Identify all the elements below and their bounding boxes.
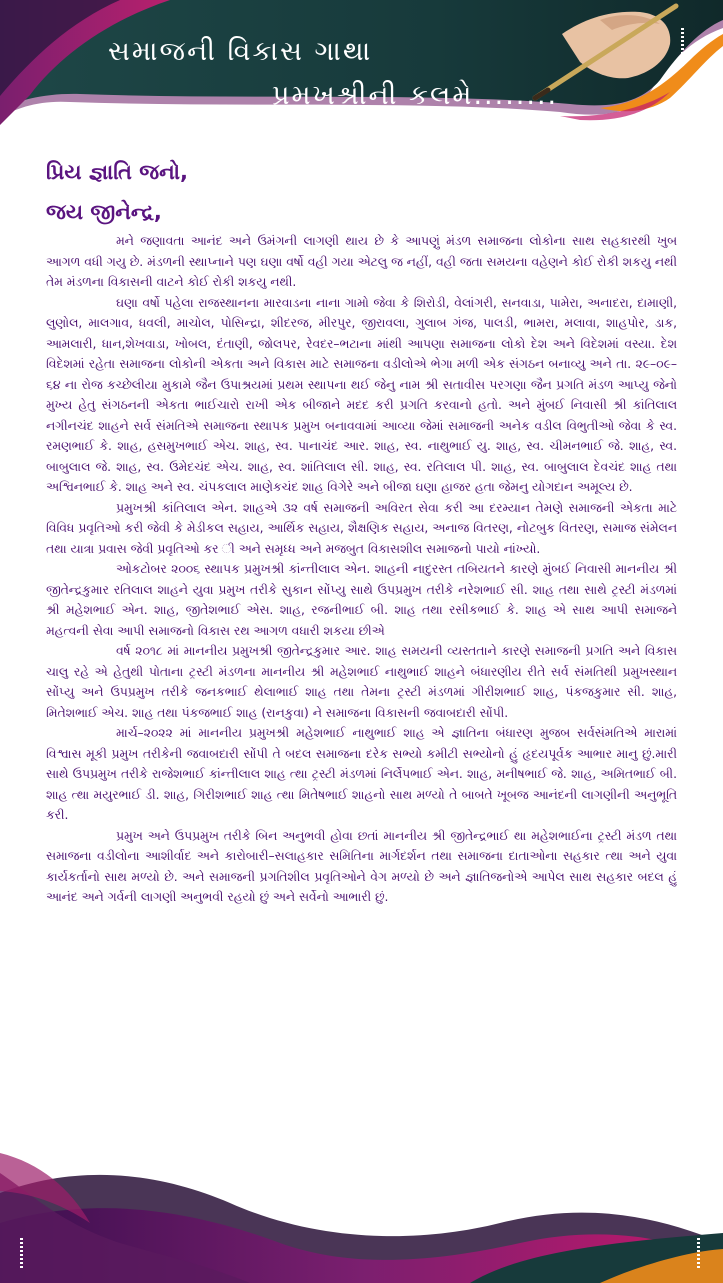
header-banner-art — [0, 0, 723, 140]
salutation: પ્રિય જ્ઞાતિ જનો, — [46, 160, 188, 184]
header-dots-decoration — [681, 28, 689, 68]
paragraph: પ્રમુખ અને ઉપપ્રમુખ તરીકે બિન અનુભવી હોવા છતાં માનનીય શ્રી જીતેન્દ્રભાઈ થા મહેશભાઈના ટ્રસ્ટી મંડળ તથા સમાજના વડીલોના આશીર્વાદ અને કારોબારી–સલાહકાર સમિતિના માર્ગદર્શન તથા સમાજના દાતાઓના સહકાર ત્થા અને યુવા કાર્યકર્તાનો સાથ મળ્યો છે. અને સમાજની પ્રગતિશીલ પ્રવૃતિઓને વેગ મળ્યો છે અને જ્ઞાતિજનોએ આપેલ સાથ સહકાર બદલ હું આનંદ અને ગર્વની લાગણી અનુભવી રહયો છું અને સર્વેનો આભારી છું. — [46, 828, 677, 904]
paragraph: ઓકટોબર ૨૦૦૬ સ્થાપક પ્રમુખશ્રી કાંન્તીલાલ એન. શાહની નાદુરસ્ત તબિયતને કારણે મુંબઈ નિવાસી માનનીય શ્રી જીતેન્દ્રકુમાર રતિલાલ શાહને યુવા પ્રમુખ તરીકે સુકાન સોંપ્યુ સાથે ઉપપ્રમુખ તરીકે નરેશભાઈ સી. શાહ તથા સાથે ટ્રસ્ટી મંડળમાં શ્રી મહેશભાઈ એન. શાહ, જીતેશભાઈ એસ. શાહ, રજનીભાઈ બી. શાહ તથા રસીકભાઈ કે. શાહ એ સાથ આપી સમાજને મહત્વની સેવા આપી સમાજનો વિકાસ રથ આગળ વધારી શકયા છીએ — [46, 562, 677, 638]
greeting: જય જીનેન્દ્ર, — [46, 200, 162, 224]
footer-dots-right-decoration — [697, 1238, 705, 1270]
paragraph: વર્ષ ૨૦૧૮ માં માનનીય પ્રમુખશ્રી જીતેન્દ્રકુમાર આર. શાહ સમયની વ્યસ્તતાને કારણે સમાજની પ્રગતિ અને વિકાસ ચાલુ રહે એ હેતુથી પોતાના ટ્રસ્ટી મંડળના માનનીય શ્રી મહેશભાઈ નાથુભાઈ શાહને બંધારણીય રીતે સર્વ સંમતિથી પ્રમુખસ્થાન સોંપ્યુ અને ઉપપ્રમુખ તરીકે જનકભાઈ થેલાભાઈ શાહ તથા તેમના ટ્રસ્ટી મંડળમાં ગીરીશભાઈ શાહ, પંકજકુમાર સી. શાહ, મિતેશભાઈ એચ. શાહ તથા પંકજભાઈ શાહ (રાનકુવા) ને સમાજના વિકાસની જવાબદારી સોંપી. — [46, 644, 677, 720]
paragraph: મને જણાવતા આનંદ અને ઉમંગની લાગણી થાય છે કે આપણું મંડળ સમાજના લોકોના સાથ સહકારથી ખુબ આગળ વધી ગયુ છે. મંડળની સ્થાપ્નાને પણ ઘણા વર્ષો વહી ગયા એટલુ જ નહીં, વહી જતા સમયના વહેણને કોઈ રોકી શકયુ નથી તેમ મંડળના વિકાસની વાટને કોઈ રોકી શકયુ નથી. — [46, 234, 677, 289]
header-title-line2: પ્રમુખશ્રીની કલમે........ — [272, 80, 559, 111]
paragraph: ઘણા વર્ષો પહેલા રાજસ્થાનના મારવાડના નાના ગામો જેવા કે શિરોડી, વેલાંગરી, સનવાડા, પામેરા, અનાદરા, દામાણી, લુણોલ, માલગાવ, ધવલી, માચોલ, પોસિન્દ્રા, શીદરજ, મીરપુર, જીરાવલા, ગુલાબ ગંજ, પાલડી, ભામરા, મલાવા, શાહપોર, ડાક, આમલારી, ધાન,શેખવાડા, ખોબલ, દંતાણી, જોલપર, રેવદર–ભટાના માંથી આપણા સમાજના લોકો દેશ અને વિદેશમાં વસ્યા. દેશ વિદેશમાં રહેતા સમાજના લોકોની એકતા અને વિકાસ માટે સમાજના વડીલોએ ભેગા મળી એક સંગઠન બનાવ્યુ અને તા. ૨૯–૦૯–૬૪ ના રોજ કચ્છેલીયા મુકામે જૈન ઉપાશ્રયમાં પ્રથમ સ્થાપના થઈ જેનુ નામ શ્રી સતાવીસ પરગણા જૈન પ્રગતિ મંડળ આપ્યુ જેનો મુખ્ય હેતુ સંગઠનની એકતા ભાઈચારો રાખી એક બીજાને મદદ કરી પ્રગતિ કરવાનો હતો. અને મુંબઈ નિવાસી શ્રી કાંતિલાલ નગીનચંદ શાહને સર્વ સંમતિએ સમાજના સ્થાપક પ્રમુખ બનાવવામાં આવ્યા જેમાં સમાજની અનેક વડીલ વિભુતીઓ જેવા કે સ્વ. રમણભાઈ કે. શાહ, હસમુખભાઈ એચ. શાહ, સ્વ. પાનાચંદ આર. શાહ, સ્વ. નાથુભાઈ યુ. શાહ, સ્વ. ચીમનભાઈ જે. શાહ, સ્વ. બાબુલાલ જે. શાહ, સ્વ. ઉમેદચંદ એચ. શાહ, સ્વ. શાંતિલાલ સી. શાહ, સ્વ. રતિલાલ પી. શાહ, સ્વ. બાબુલાલ દેવચંદ શાહ તથા અશ્વિનભાઈ કે. શાહ અને સ્વ. ચંપકલાલ માણેકચંદ શાહ વિગેરે અને બીજા ઘણા હાજર હતા જેમનુ યોગદાન અમૂલ્ય છે. — [46, 295, 677, 494]
letter-body — [46, 231, 677, 908]
paragraph: માર્ચ–૨૦૨૨ માં માનનીય પ્રમુખશ્રી મહેશભાઈ નાથુભાઈ શાહ એ જ્ઞાતિના બંધારણ મુજબ સર્વસંમતિએ મારામાં વિશ્વાસ મૂકી પ્રમુખ તરીકેની જવાબદારી સોંપી તે બદલ સમાજના દરેક સભ્યો કમીટી સભ્યોનો હું હૃદયપૂર્વક આભાર માનુ છું.મારી સાથે ઉપપ્રમુખ તરીકે રાજેશભાઈ કાંન્તીલાલ શાહ ત્થા ટ્રસ્ટી મંડળમાં નિર્લેપભાઈ એન. શાહ, મનીષભાઈ જે. શાહ, અમિતભાઈ બી. શાહ ત્થા મયુરભાઈ ડી. શાહ, ગિરીશભાઈ શાહ ત્થા મિતેષભાઈ શાહનો સાથ મળ્યો તે બાબતે ખૂબજ આનંદની લાગણીની અનુભૂતિ કરી. — [46, 726, 677, 822]
footer-wave-art — [0, 1133, 723, 1283]
paragraph: પ્રમુખશ્રી કાંતિલાલ એન. શાહએ ૩૨ વર્ષ સમાજની અવિરત સેવા કરી આ દરમ્યાન તેમણે સમાજની એકતા માટે વિવિધ પ્રવૃતિઓ કરી જેવી કે મેડીકલ સહાય, આર્થિક સહાય, શૈક્ષણિક સહાય, અનાજ વિતરણ, નોટબુક વિતરણ, સમાજ સંમેલન તથા યાત્રા પ્રવાસ જેવી પ્રવૃતિઓ કર ી અને સમૃધ્ધ અને મજબુત વિકાસશીલ સમાજનો પાયો નાંખ્યો. — [46, 500, 677, 556]
footer-dots-left-decoration — [20, 1238, 28, 1270]
header-title-line1: સમાજની વિકાસ ગાથા — [108, 36, 373, 67]
